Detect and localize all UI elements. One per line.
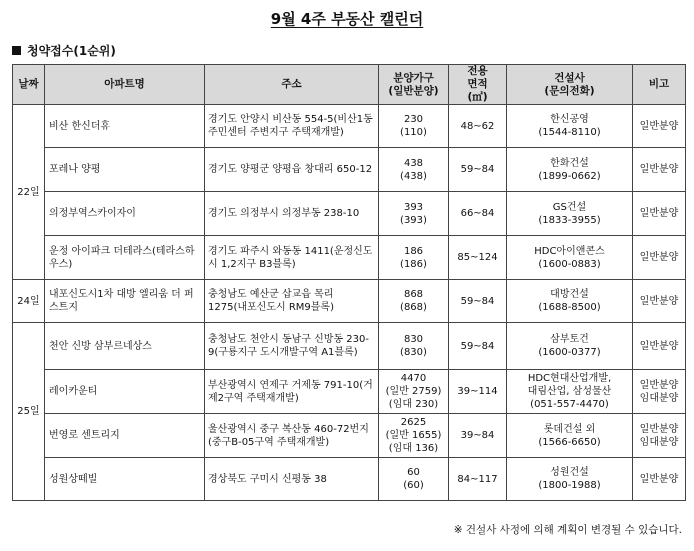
builder: 한화건설 (1899-0662) (507, 148, 633, 192)
date-cell: 24일 (13, 280, 45, 323)
apt-name: 성원상떼빌 (45, 458, 205, 501)
address: 경기도 안양시 비산동 554-5(비산1동주민센터 주변지구 주택재개발) (205, 105, 379, 148)
address: 경기도 파주시 와동동 1411(운정신도시 1,2지구 B3블록) (205, 236, 379, 280)
address: 경상북도 구미시 신평동 38 (205, 458, 379, 501)
area: 39~114 (449, 370, 507, 414)
builder: 성원건설 (1800-1988) (507, 458, 633, 501)
builder: 롯데건설 외 (1566-6650) (507, 414, 633, 458)
address: 울산광역시 중구 복산동 460-72번지(중구B-05구역 주택재개발) (205, 414, 379, 458)
units: 2625 (일반 1655) (임대 136) (379, 414, 449, 458)
table-row (13, 458, 686, 501)
table-row (13, 105, 686, 148)
header-apt: 아파트명 (45, 65, 205, 105)
table-row (13, 148, 686, 192)
units: 230 (110) (379, 105, 449, 148)
area: 85~124 (449, 236, 507, 280)
units: 438 (438) (379, 148, 449, 192)
calendar-table (12, 64, 686, 501)
table-row (13, 192, 686, 236)
address: 경기도 양평군 양평읍 창대리 650-12 (205, 148, 379, 192)
units: 4470 (일반 2759) (임대 230) (379, 370, 449, 414)
units: 393 (393) (379, 192, 449, 236)
area: 66~84 (449, 192, 507, 236)
area: 59~84 (449, 323, 507, 370)
builder: 대방건설 (1688-8500) (507, 280, 633, 323)
units: 830 (830) (379, 323, 449, 370)
area: 59~84 (449, 280, 507, 323)
header-address: 주소 (205, 65, 379, 105)
header-builder: 건설사 (문의전화) (507, 65, 633, 105)
address: 충청남도 예산군 삽교읍 목리 1275(내포신도시 RM9블록) (205, 280, 379, 323)
apt-name: 레이카운티 (45, 370, 205, 414)
units: 60 (60) (379, 458, 449, 501)
note: 일반분양 (633, 458, 686, 501)
area: 59~84 (449, 148, 507, 192)
apt-name: 포레나 양평 (45, 148, 205, 192)
apt-name: 의정부역스카이자이 (45, 192, 205, 236)
table-row (13, 323, 686, 370)
footnote: ※ 건설사 사정에 의해 계획이 변경될 수 있습니다. (453, 524, 682, 536)
note: 일반분양 (633, 323, 686, 370)
table-row (13, 236, 686, 280)
builder: GS건설 (1833-3955) (507, 192, 633, 236)
builder: HDC현대산업개발, 대림산업, 삼성물산 (051-557-4470) (507, 370, 633, 414)
address: 경기도 의정부시 의정부동 238-10 (205, 192, 379, 236)
table-row (13, 414, 686, 458)
note: 일반분양 임대분양 (633, 370, 686, 414)
apt-name: 비산 한신더휴 (45, 105, 205, 148)
note: 일반분양 (633, 236, 686, 280)
note: 일반분양 (633, 105, 686, 148)
square-bullet-icon (12, 46, 21, 55)
address: 부산광역시 연제구 거제동 791-10(거제2구역 주택재개발) (205, 370, 379, 414)
page-title: 9월 4주 부동산 캘린더 (270, 10, 424, 28)
note: 일반분양 임대분양 (633, 414, 686, 458)
area: 84~117 (449, 458, 507, 501)
units: 868 (868) (379, 280, 449, 323)
area: 48~62 (449, 105, 507, 148)
table-row (13, 280, 686, 323)
area: 39~84 (449, 414, 507, 458)
builder: 한신공영 (1544-8110) (507, 105, 633, 148)
units: 186 (186) (379, 236, 449, 280)
date-cell: 25일 (13, 323, 45, 501)
apt-name: 번영로 센트리지 (45, 414, 205, 458)
builder: HDC아이앤콘스 (1600-0883) (507, 236, 633, 280)
header-date: 날짜 (13, 65, 45, 105)
header-note: 비고 (633, 65, 686, 105)
note: 일반분양 (633, 148, 686, 192)
note: 일반분양 (633, 192, 686, 236)
builder: 삼부토건 (1600-0377) (507, 323, 633, 370)
apt-name: 운정 아이파크 더테라스(테라스하우스) (45, 236, 205, 280)
apt-name: 천안 신방 삼부르네상스 (45, 323, 205, 370)
table-row (13, 370, 686, 414)
header-units: 분양가구 (일반분양) (379, 65, 449, 105)
apt-name: 내포신도시1차 대방 엘리움 더 퍼스트지 (45, 280, 205, 323)
address: 충청남도 천안시 동남구 신방동 230-9(구룡지구 도시개발구역 A1블록) (205, 323, 379, 370)
date-cell: 22일 (13, 105, 45, 280)
header-area: 전용 면적 (㎡) (449, 65, 507, 105)
table-header-row (13, 65, 686, 105)
section-heading: 청약접수(1순위) (12, 42, 116, 59)
note: 일반분양 (633, 280, 686, 323)
